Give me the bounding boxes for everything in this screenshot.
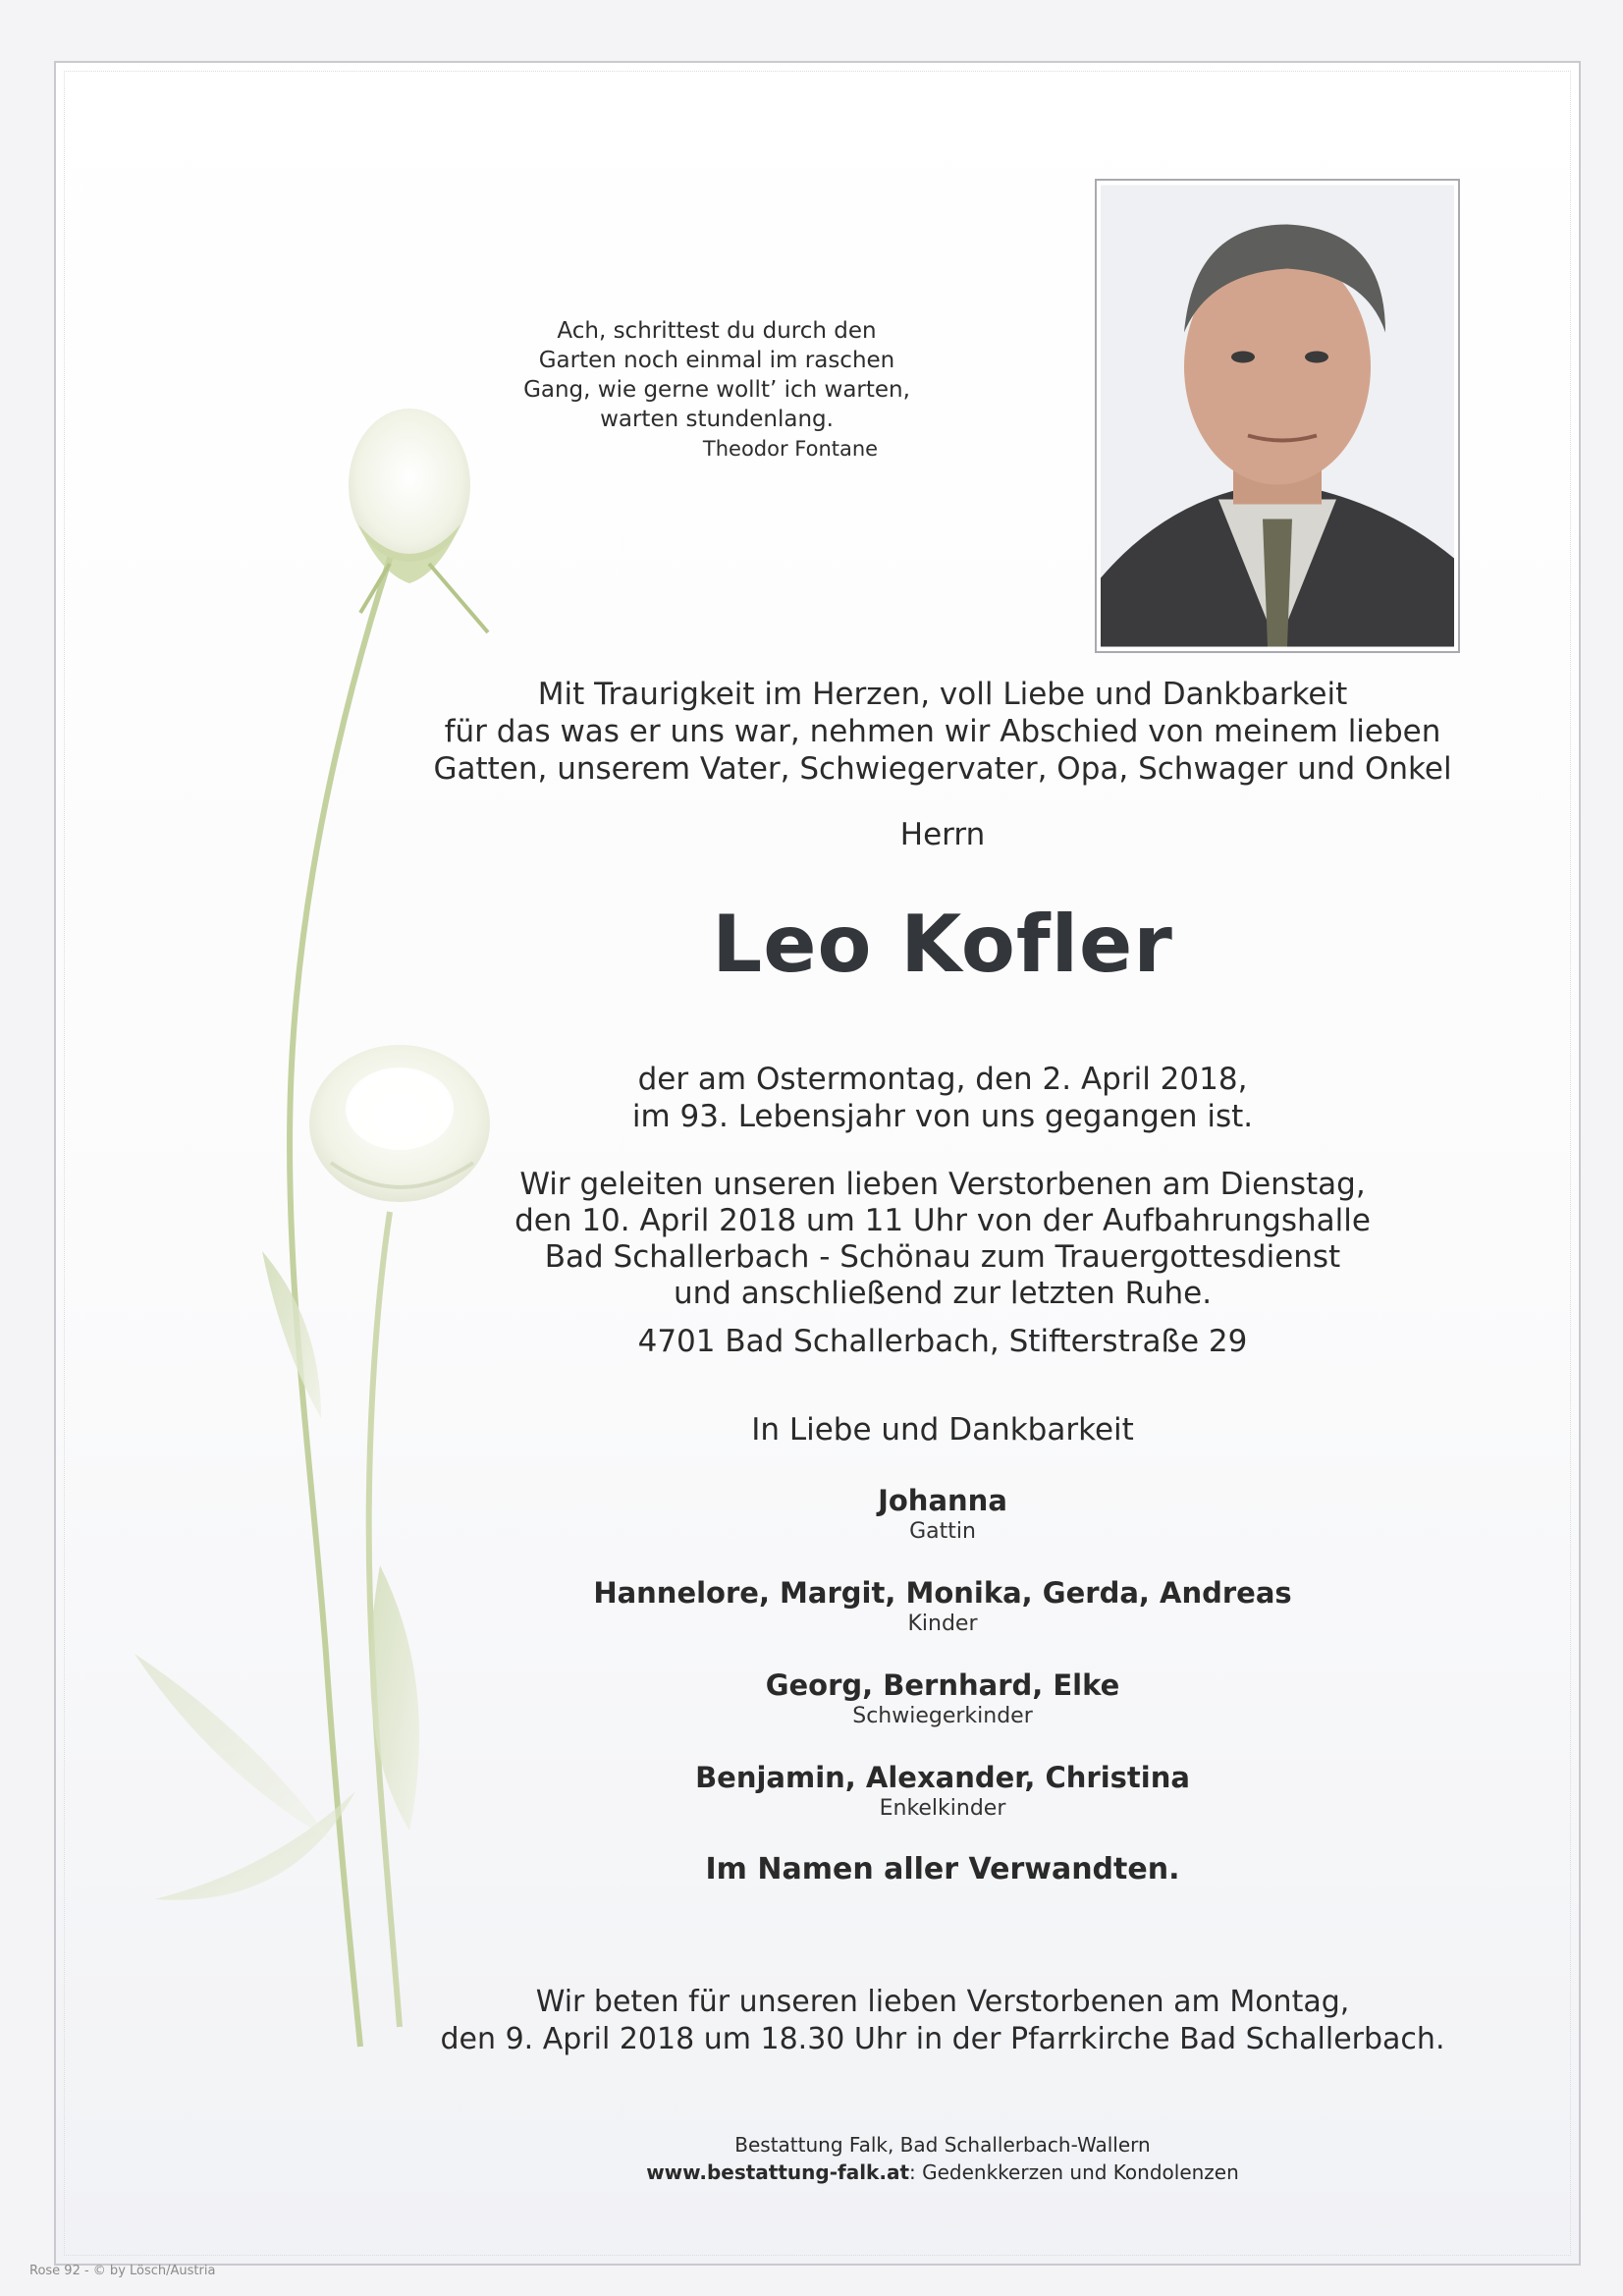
quote-line: Ach, schrittest du durch den xyxy=(557,318,877,344)
footer-text: : Gedenkkerzen und Kondolenzen xyxy=(909,2160,1239,2184)
funeral-line: Wir geleiten unseren lieben Verstorbenen am Dienstag, xyxy=(519,1167,1366,1202)
death-line: im 93. Lebensjahr von uns gegangen ist. xyxy=(631,1099,1254,1134)
quote-line: Gang, wie gerne wollt’ ich warten, xyxy=(523,377,910,403)
prayer-notice xyxy=(353,1984,1532,2058)
intro-line: für das was er uns war, nehmen wir Abschied von meinem lieben xyxy=(444,714,1441,749)
family-names: Georg, Bernhard, Elke xyxy=(765,1668,1120,1702)
death-line: der am Ostermontag, den 2. April 2018, xyxy=(637,1062,1248,1097)
prayer-line: den 9. April 2018 um 18.30 Uhr in der Pfarrkirche Bad Schallerbach. xyxy=(440,2022,1445,2056)
salutation: Herrn xyxy=(899,817,986,852)
quote-author: Theodor Fontane xyxy=(702,437,879,461)
family-names: Benjamin, Alexander, Christina xyxy=(695,1761,1190,1794)
family-group xyxy=(353,1483,1532,1546)
family-group xyxy=(353,1760,1532,1823)
prayer-line: Wir beten für unseren lieben Verstorbenen am Montag, xyxy=(535,1985,1350,2019)
family-role: Kinder xyxy=(907,1612,978,1636)
in-love-heading: In Liebe und Dankbarkeit xyxy=(751,1412,1134,1448)
intro-text xyxy=(353,676,1532,788)
family-names: Hannelore, Margit, Monika, Gerda, Andreas xyxy=(593,1576,1292,1610)
family-role: Gattin xyxy=(909,1519,976,1544)
home-address: 4701 Bad Schallerbach, Stifterstraße 29 xyxy=(637,1324,1248,1359)
death-notice xyxy=(353,1061,1532,1135)
deceased-name: Leo Kofler xyxy=(712,899,1173,990)
funeral-info xyxy=(353,1167,1532,1312)
funeral-line: den 10. April 2018 um 11 Uhr von der Aufbahrungshalle xyxy=(514,1203,1371,1238)
funeral-line: Bad Schallerbach - Schönau zum Trauergottesdienst xyxy=(544,1239,1341,1275)
footer-line: Bestattung Falk, Bad Schallerbach-Wallern xyxy=(734,2133,1151,2157)
family-group xyxy=(353,1667,1532,1730)
intro-line: Mit Traurigkeit im Herzen, voll Liebe und Dankbarkeit xyxy=(537,677,1348,712)
quote-line: Garten noch einmal im raschen xyxy=(538,348,895,373)
funeral-line: und anschließend zur letzten Ruhe. xyxy=(673,1276,1213,1311)
funeral-home-footer xyxy=(353,2131,1532,2186)
closing-line: Im Namen aller Verwandten. xyxy=(705,1852,1180,1886)
footer-line xyxy=(353,2159,1532,2186)
quote-line: warten stundenlang. xyxy=(600,407,834,432)
family-names: Johanna xyxy=(878,1484,1007,1517)
family-role: Schwiegerkinder xyxy=(852,1704,1033,1728)
family-group xyxy=(353,1575,1532,1638)
intro-line: Gatten, unserem Vater, Schwiegervater, Opa, Schwager und Onkel xyxy=(433,751,1452,787)
family-list xyxy=(353,1483,1532,1886)
poem-quote xyxy=(471,316,962,464)
portrait-photo xyxy=(1095,179,1460,653)
family-role: Enkelkinder xyxy=(879,1796,1006,1821)
copyright-note: Rose 92 - © by Lösch/Austria xyxy=(29,2264,216,2278)
portrait-image xyxy=(1101,185,1454,647)
website-link[interactable]: www.bestattung-falk.at xyxy=(646,2160,910,2184)
